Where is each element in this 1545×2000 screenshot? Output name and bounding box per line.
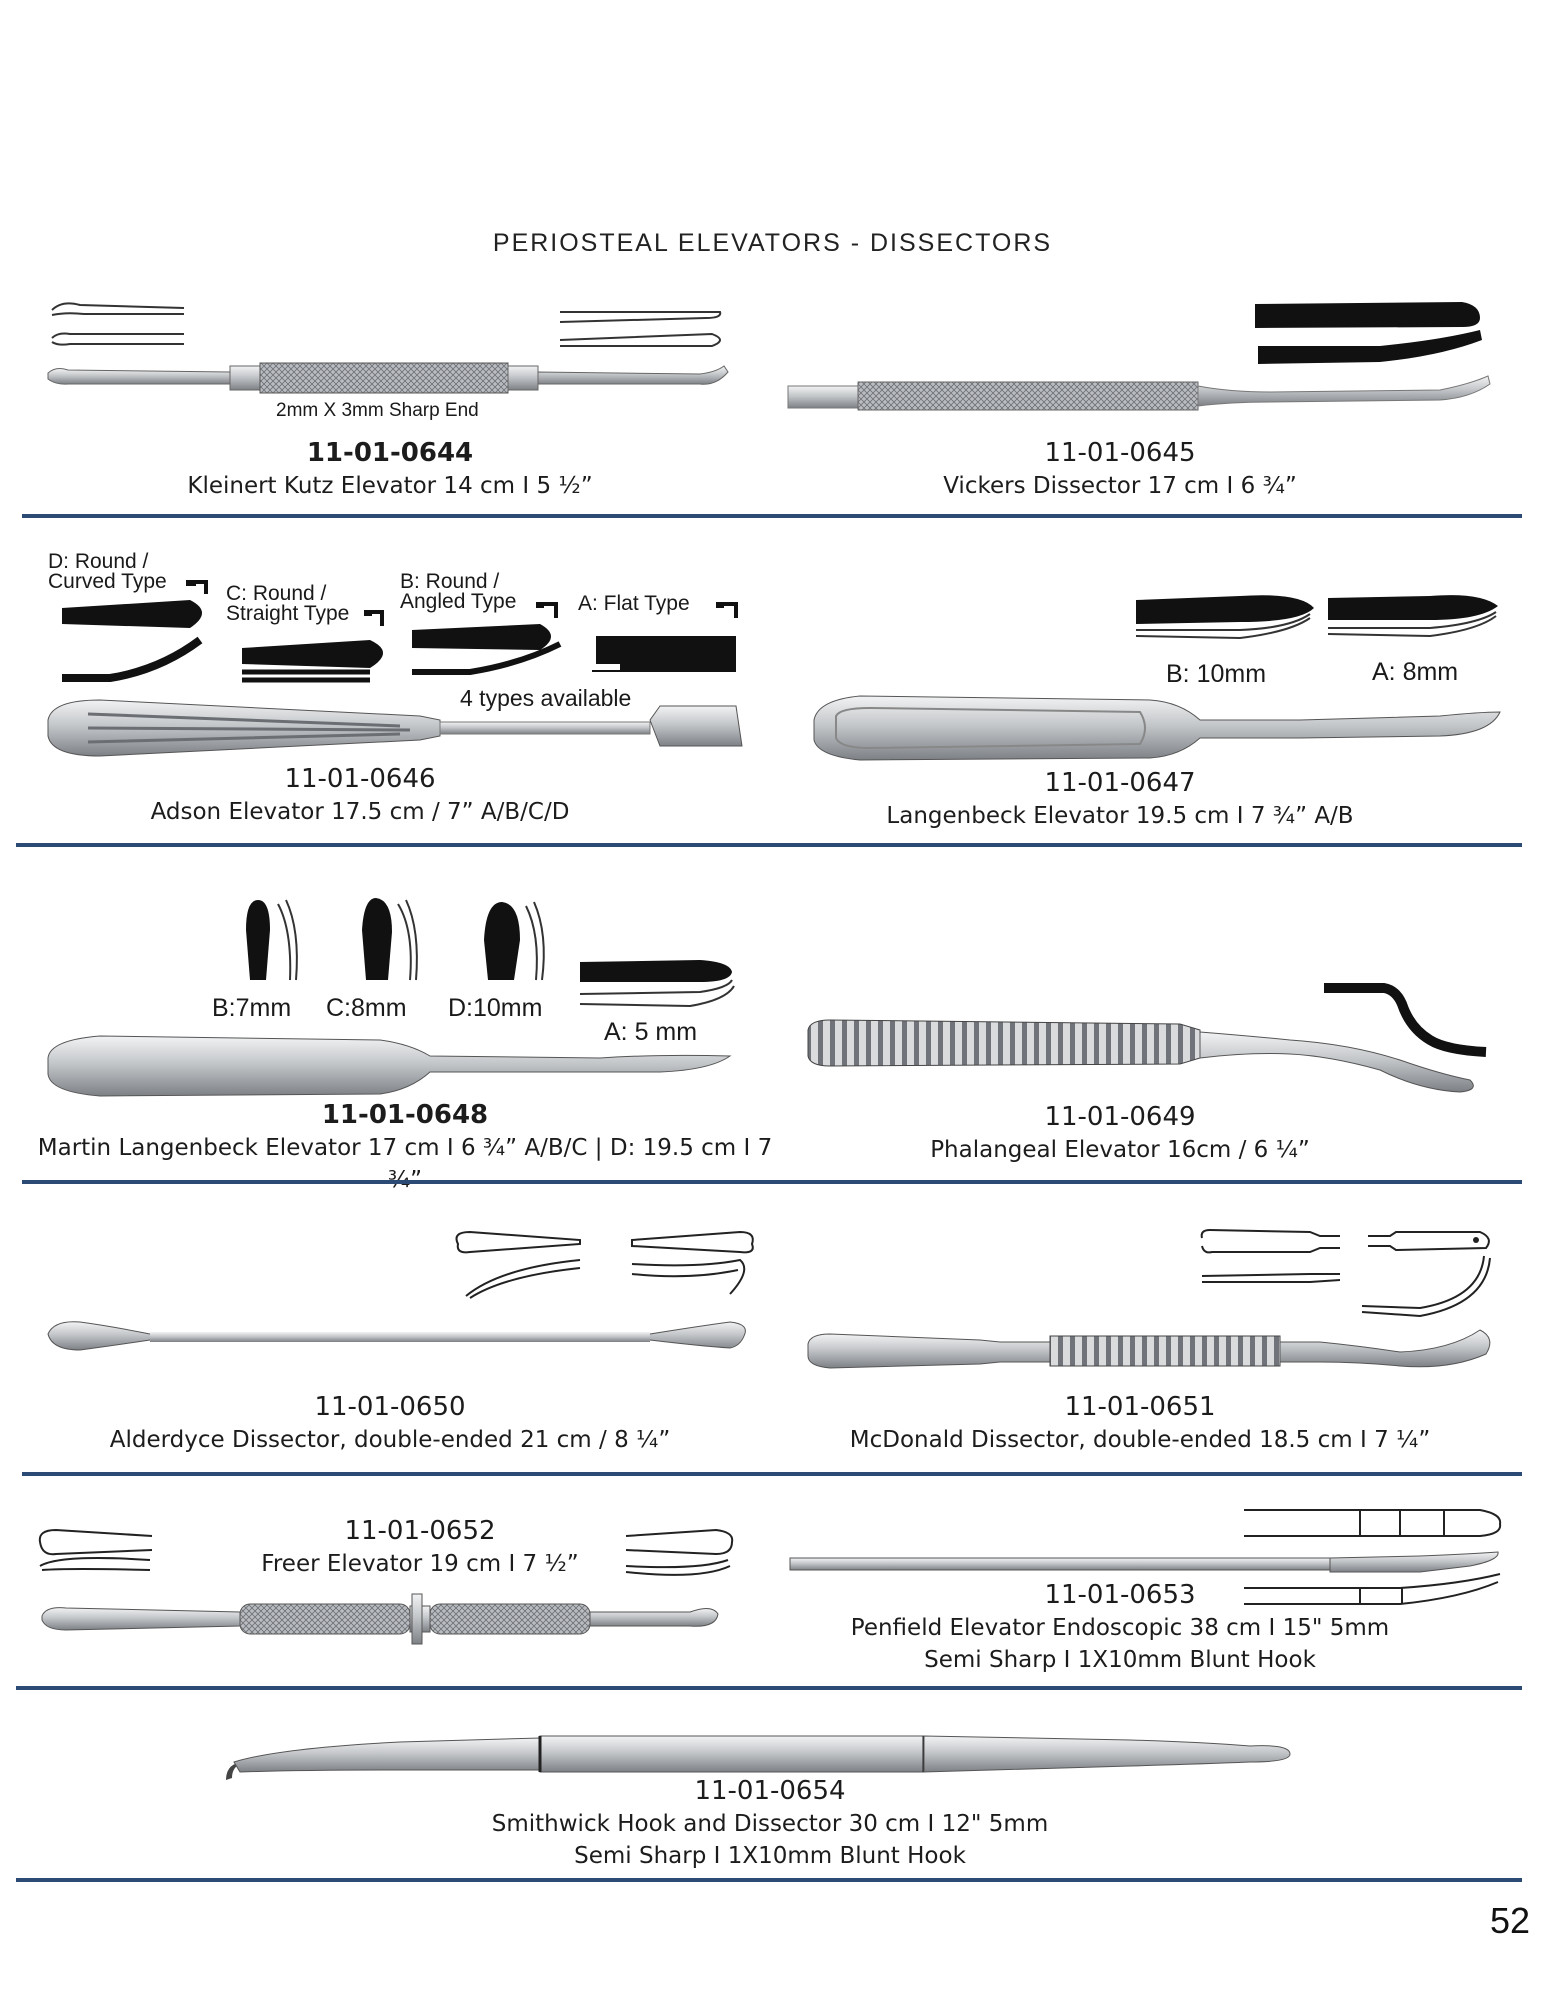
product-0651 — [800, 1390, 1480, 1456]
product-code: 11-01-0649 — [1044, 1102, 1196, 1132]
martin-langenbeck-callout-a: A: 5 mm — [604, 1018, 698, 1046]
product-name: Smithwick Hook and Dissector 30 cm I 12" 5mm Semi Sharp I 1X10mm Blunt Hook — [491, 1811, 1049, 1869]
langenbeck-elevator-illustration — [814, 595, 1500, 760]
product-code: 11-01-0645 — [1044, 438, 1196, 468]
adson-callout-b2: Angled Type — [400, 590, 517, 613]
page-title: PERIOSTEAL ELEVATORS - DISSECTORS — [492, 229, 1053, 257]
section-divider — [16, 843, 1522, 847]
section-divider — [22, 1180, 1522, 1184]
product-code: 11-01-0644 — [306, 438, 474, 468]
product-0654 — [470, 1774, 1070, 1872]
adson-elevator-illustration — [48, 550, 742, 756]
page-number: 52 — [1489, 1900, 1530, 1941]
product-name: McDonald Dissector, double-ended 18.5 cm I 7 ¼” — [849, 1427, 1431, 1453]
adson-callout-d2: Curved Type — [48, 570, 167, 593]
adson-callout-d1: D: Round / — [48, 550, 149, 573]
mcdonald-dissector-illustration — [808, 1230, 1490, 1368]
adson-callout-c2: Straight Type — [226, 602, 350, 625]
product-0649 — [800, 1100, 1440, 1166]
phalangeal-elevator-illustration — [808, 988, 1486, 1092]
product-code: 11-01-0647 — [1044, 768, 1196, 798]
section-divider — [16, 1686, 1522, 1690]
vickers-dissector-illustration — [788, 302, 1490, 410]
product-code: 11-01-0653 — [1044, 1580, 1196, 1610]
martin-langenbeck-callout-c: C:8mm — [326, 994, 407, 1022]
product-0650 — [60, 1390, 720, 1456]
langenbeck-callout-a: A: 8mm — [1372, 658, 1459, 686]
adson-callout-c1: C: Round / — [226, 582, 327, 605]
section-divider — [22, 1472, 1522, 1476]
section-divider — [16, 1878, 1522, 1882]
martin-langenbeck-callout-b: B:7mm — [212, 994, 292, 1022]
product-name: Vickers Dissector 17 cm I 6 ¾” — [943, 473, 1297, 499]
product-name: Adson Elevator 17.5 cm / 7” A/B/C/D — [150, 799, 570, 825]
product-0653 — [820, 1578, 1420, 1676]
product-0647 — [800, 766, 1440, 832]
product-name: Freer Elevator 19 cm I 7 ½” — [261, 1551, 579, 1577]
product-0644 — [70, 436, 710, 502]
product-name: Alderdyce Dissector, double-ended 21 cm / 8 ¼” — [109, 1427, 671, 1453]
product-code: 11-01-0646 — [284, 764, 436, 794]
adson-callout-a: A: Flat Type — [578, 592, 690, 615]
adson-callout-types: 4 types available — [460, 685, 632, 711]
alderdyce-dissector-illustration — [48, 1232, 753, 1350]
product-name: Penfield Elevator Endoscopic 38 cm I 15" 5mm Semi Sharp I 1X10mm Blunt Hook — [850, 1615, 1390, 1673]
product-name: Langenbeck Elevator 19.5 cm I 7 ¾” A/B — [886, 803, 1354, 829]
langenbeck-callout-b: B: 10mm — [1166, 660, 1267, 688]
product-name: Martin Langenbeck Elevator 17 cm I 6 ¾” A/B/C | D: 19.5 cm I 7 — [37, 1135, 773, 1161]
product-name: Kleinert Kutz Elevator 14 cm I 5 ½” — [187, 473, 593, 499]
product-code: 11-01-0654 — [694, 1776, 846, 1806]
product-name: Phalangeal Elevator 16cm / 6 ¼” — [930, 1137, 1310, 1163]
product-code: 11-01-0648 — [321, 1100, 489, 1130]
product-0645 — [800, 436, 1440, 502]
product-0652 — [220, 1514, 620, 1580]
martin-langenbeck-elevator-illustration — [48, 898, 734, 1096]
adson-callout-b1: B: Round / — [400, 570, 500, 593]
kleinert-kutz-callout: 2mm X 3mm Sharp End — [276, 400, 479, 421]
product-code: 11-01-0650 — [314, 1392, 466, 1422]
kleinert-kutz-elevator-illustration — [48, 303, 728, 421]
martin-langenbeck-callout-d: D:10mm — [448, 994, 543, 1022]
product-code: 11-01-0651 — [1064, 1392, 1216, 1422]
product-0646 — [40, 762, 680, 828]
product-code: 11-01-0652 — [344, 1516, 496, 1546]
section-divider — [22, 514, 1522, 518]
